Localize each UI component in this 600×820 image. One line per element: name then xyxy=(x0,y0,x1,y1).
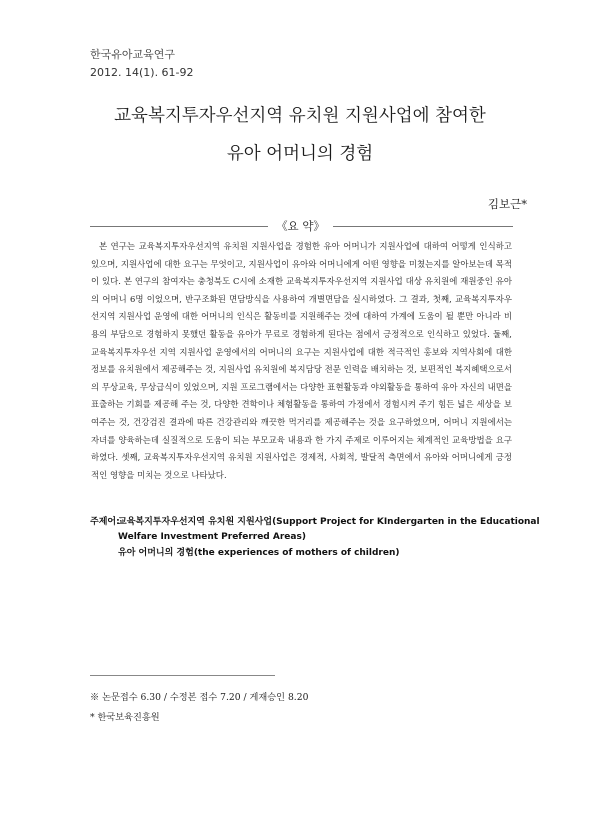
footnote-affiliation: * 한국보육진흥원 xyxy=(90,712,160,723)
keyword-1-line-2: Welfare Investment Preferred Areas) xyxy=(118,532,306,543)
abstract-heading: 《요 약》 xyxy=(276,219,325,233)
abstract-heading-rule-left xyxy=(90,226,268,227)
journal-name: 한국유아교육연구 xyxy=(90,48,176,61)
footnotes xyxy=(90,688,308,728)
author-name: 김보근* xyxy=(487,197,527,211)
paper-title-line-1: 교육복지투자우선지역 유치원 지원사업에 참여한 xyxy=(114,106,486,126)
footnote-rule xyxy=(90,675,275,676)
footnote-dates: ※ 논문접수 6.30 / 수정본 접수 7.20 / 게재승인 8.20 xyxy=(90,692,309,703)
keywords-list xyxy=(118,515,540,561)
journal-info xyxy=(90,46,194,82)
abstract-heading-rule-right xyxy=(333,226,513,227)
abstract-body xyxy=(91,238,512,484)
abstract-heading-row xyxy=(0,217,600,235)
keyword-1-line-1: 교육복지투자우선지역 유치원 지원사업(Support Project for KIndergarten in the Educational xyxy=(118,517,540,527)
abstract-text: 본 연구는 교육복지투자우선지역 유치원 지원사업을 경험한 유아 어머니가 지원사업에 대하여 어떻게 인식하고 있으며, 지원사업에 대한 요구는 무엇이고, 지원사업이 유아와 어머니에게 어떤 영향을 미쳤는지를 알아보는데 목적이 있다. 본 연구의 참여자는 충청북도 C시에 소재한 교육복지투자우선지역 지원사업 대상 유치원에 재원중인 유아의 어머니 6명 이었으며, 반구조화된 면담방식을 사용하여 개별면담을 실시하였다. 그 결과, 첫째, 교육복지투자우선지역 지원사업 운영에 대한 어머니의 인식은 활동비를 지원해주는 것에 대하여 가계에 도움이 될 뿐만 아니라 비용의 부담으로 경험하지 못했던 활동을 유아가 무료로 경험하게 된다는 점에서 긍정적으로 인식하고 있었다. 둘째, 교육복지투자우선 지역 지원사업 운영에서의 어머니의 요구는 지원사업에 대한 적극적인 홍보와 지역사회에 대한 정보를 유치원에서 제공해주는 것, 지원사업 유치원에 복지담당 전문 인력을 배치하는 것, 보편적인 복지혜택으로서의 무상교육, 무상급식이 있었으며, 지원 프로그램에서는 다양한 표현활동과 야외활동을 통하여 유아 자신의 내면을 표출하는 기회를 제공해 주는 것, 다양한 견학이나 체험활동을 통하여 가정에서 경험시켜 주기 힘든 넓은 세상을 보여주는 것, 건강검진 결과에 따른 건강관리와 깨끗한 먹거리를 제공해주는 것을 요구하였으며, 어머니 지원에서는 자녀를 양육하는데 실질적으로 도움이 되는 부모교육 내용과 한 가지 주제로 이루어지는 체계적인 교육방법을 요구하였다. 셋째, 교육복지투자우선지역 유치원 지원사업은 경제적, 사회적, 발달적 측면에서 유아와 어머니에게 긍정적인 영향을 미치는 것으로 나타났다. xyxy=(91,241,512,480)
journal-issue: 2012. 14(1). 61-92 xyxy=(90,66,194,79)
keyword-2: 유아 어머니의 경험(the experiences of mothers of children) xyxy=(118,547,400,558)
paper-title-line-2: 유아 어머니의 경험 xyxy=(226,144,374,164)
keywords-heading: 주제어: xyxy=(90,517,120,527)
